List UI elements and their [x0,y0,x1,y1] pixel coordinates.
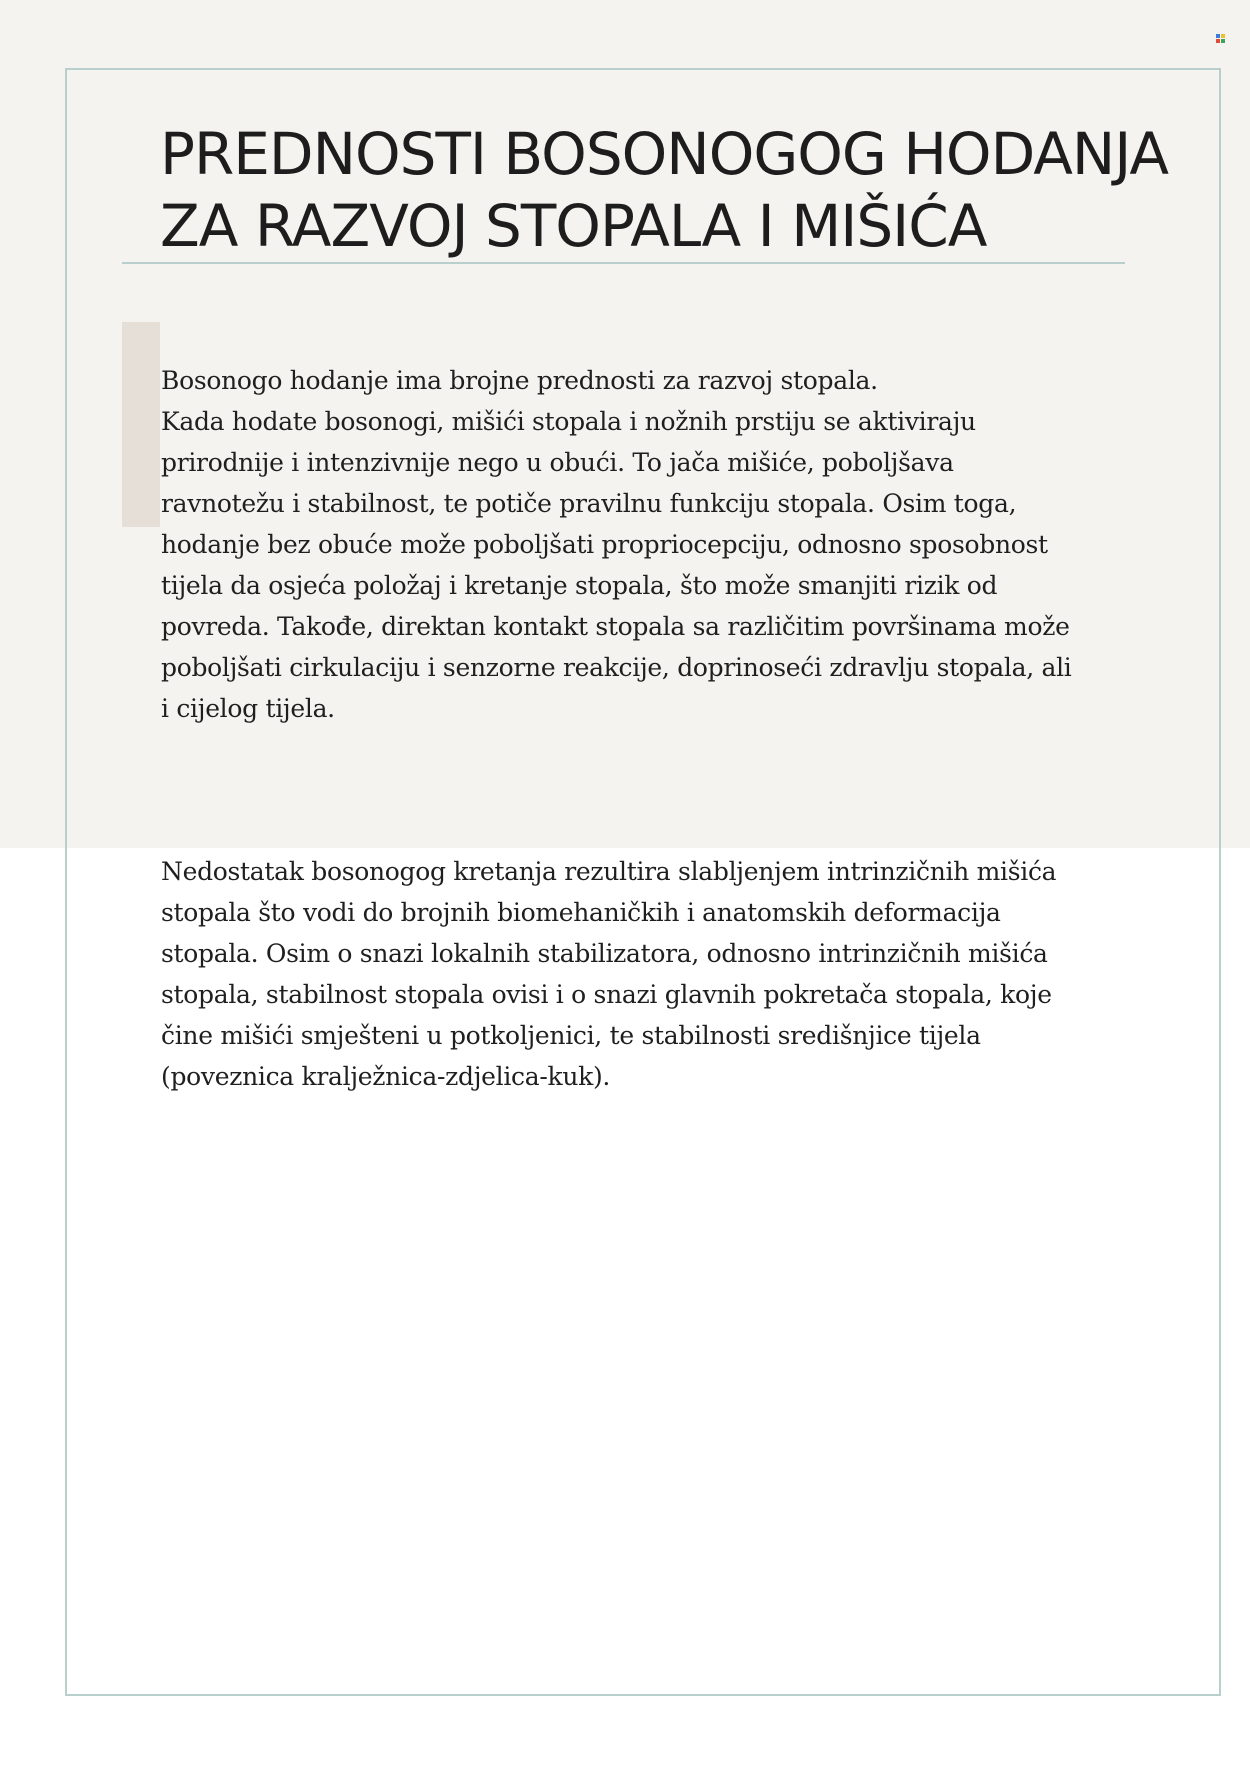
second-paragraph [161,851,1141,1097]
intro-paragraph [161,360,1141,729]
paragraph-line: prirodnije i intenzivnije nego u obući. To jača mišiće, poboljšava [161,448,954,477]
paragraph-line: ravnotežu i stabilnost, te potiče pravilnu funkciju stopala. Osim toga, [161,489,1017,518]
paragraph-line: i cijelog tijela. [161,694,335,723]
paragraph-line: čine mišići smješteni u potkoljenici, te stabilnosti središnjice tijela [161,1021,981,1050]
paragraph-accent-bar [122,322,160,527]
corner-mark-square [1221,39,1225,43]
page-title-line: PREDNOSTI BOSONOGOG HODANJA [160,120,1169,188]
paragraph-line: Bosonogo hodanje ima brojne prednosti za razvoj stopala. [161,366,878,395]
page-title-line: ZA RAZVOJ STOPALA I MIŠIĆA [160,192,987,260]
paragraph-line: Nedostatak bosonogog kretanja rezultira slabljenjem intrinzičnih mišića [161,857,1057,886]
corner-logo-icon [1216,34,1225,43]
paragraph-line: poboljšati cirkulaciju i senzorne reakcije, doprinoseći zdravlju stopala, ali [161,653,1072,682]
paragraph-line: stopala što vodi do brojnih biomehaničkih i anatomskih deformacija [161,898,1001,927]
paragraph-line: Kada hodate bosonogi, mišići stopala i nožnih prstiju se aktiviraju [161,407,976,436]
paragraph-line: (poveznica kralježnica-zdjelica-kuk). [161,1062,611,1091]
corner-mark-square [1216,34,1220,38]
paragraph-line: stopala. Osim o snazi lokalnih stabilizatora, odnosno intrinzičnih mišića [161,939,1048,968]
paragraph-line: stopala, stabilnost stopala ovisi i o snazi glavnih pokretača stopala, koje [161,980,1052,1009]
page-title [160,118,1210,262]
corner-mark-square [1221,34,1225,38]
paragraph-line: povreda. Takođe, direktan kontakt stopala sa različitim površinama može [161,612,1070,641]
paragraph-line: tijela da osjeća položaj i kretanje stopala, što može smanjiti rizik od [161,571,998,600]
paragraph-line: hodanje bez obuće može poboljšati propriocepciju, odnosno sposobnost [161,530,1048,559]
title-divider [122,262,1125,264]
corner-mark-square [1216,39,1220,43]
